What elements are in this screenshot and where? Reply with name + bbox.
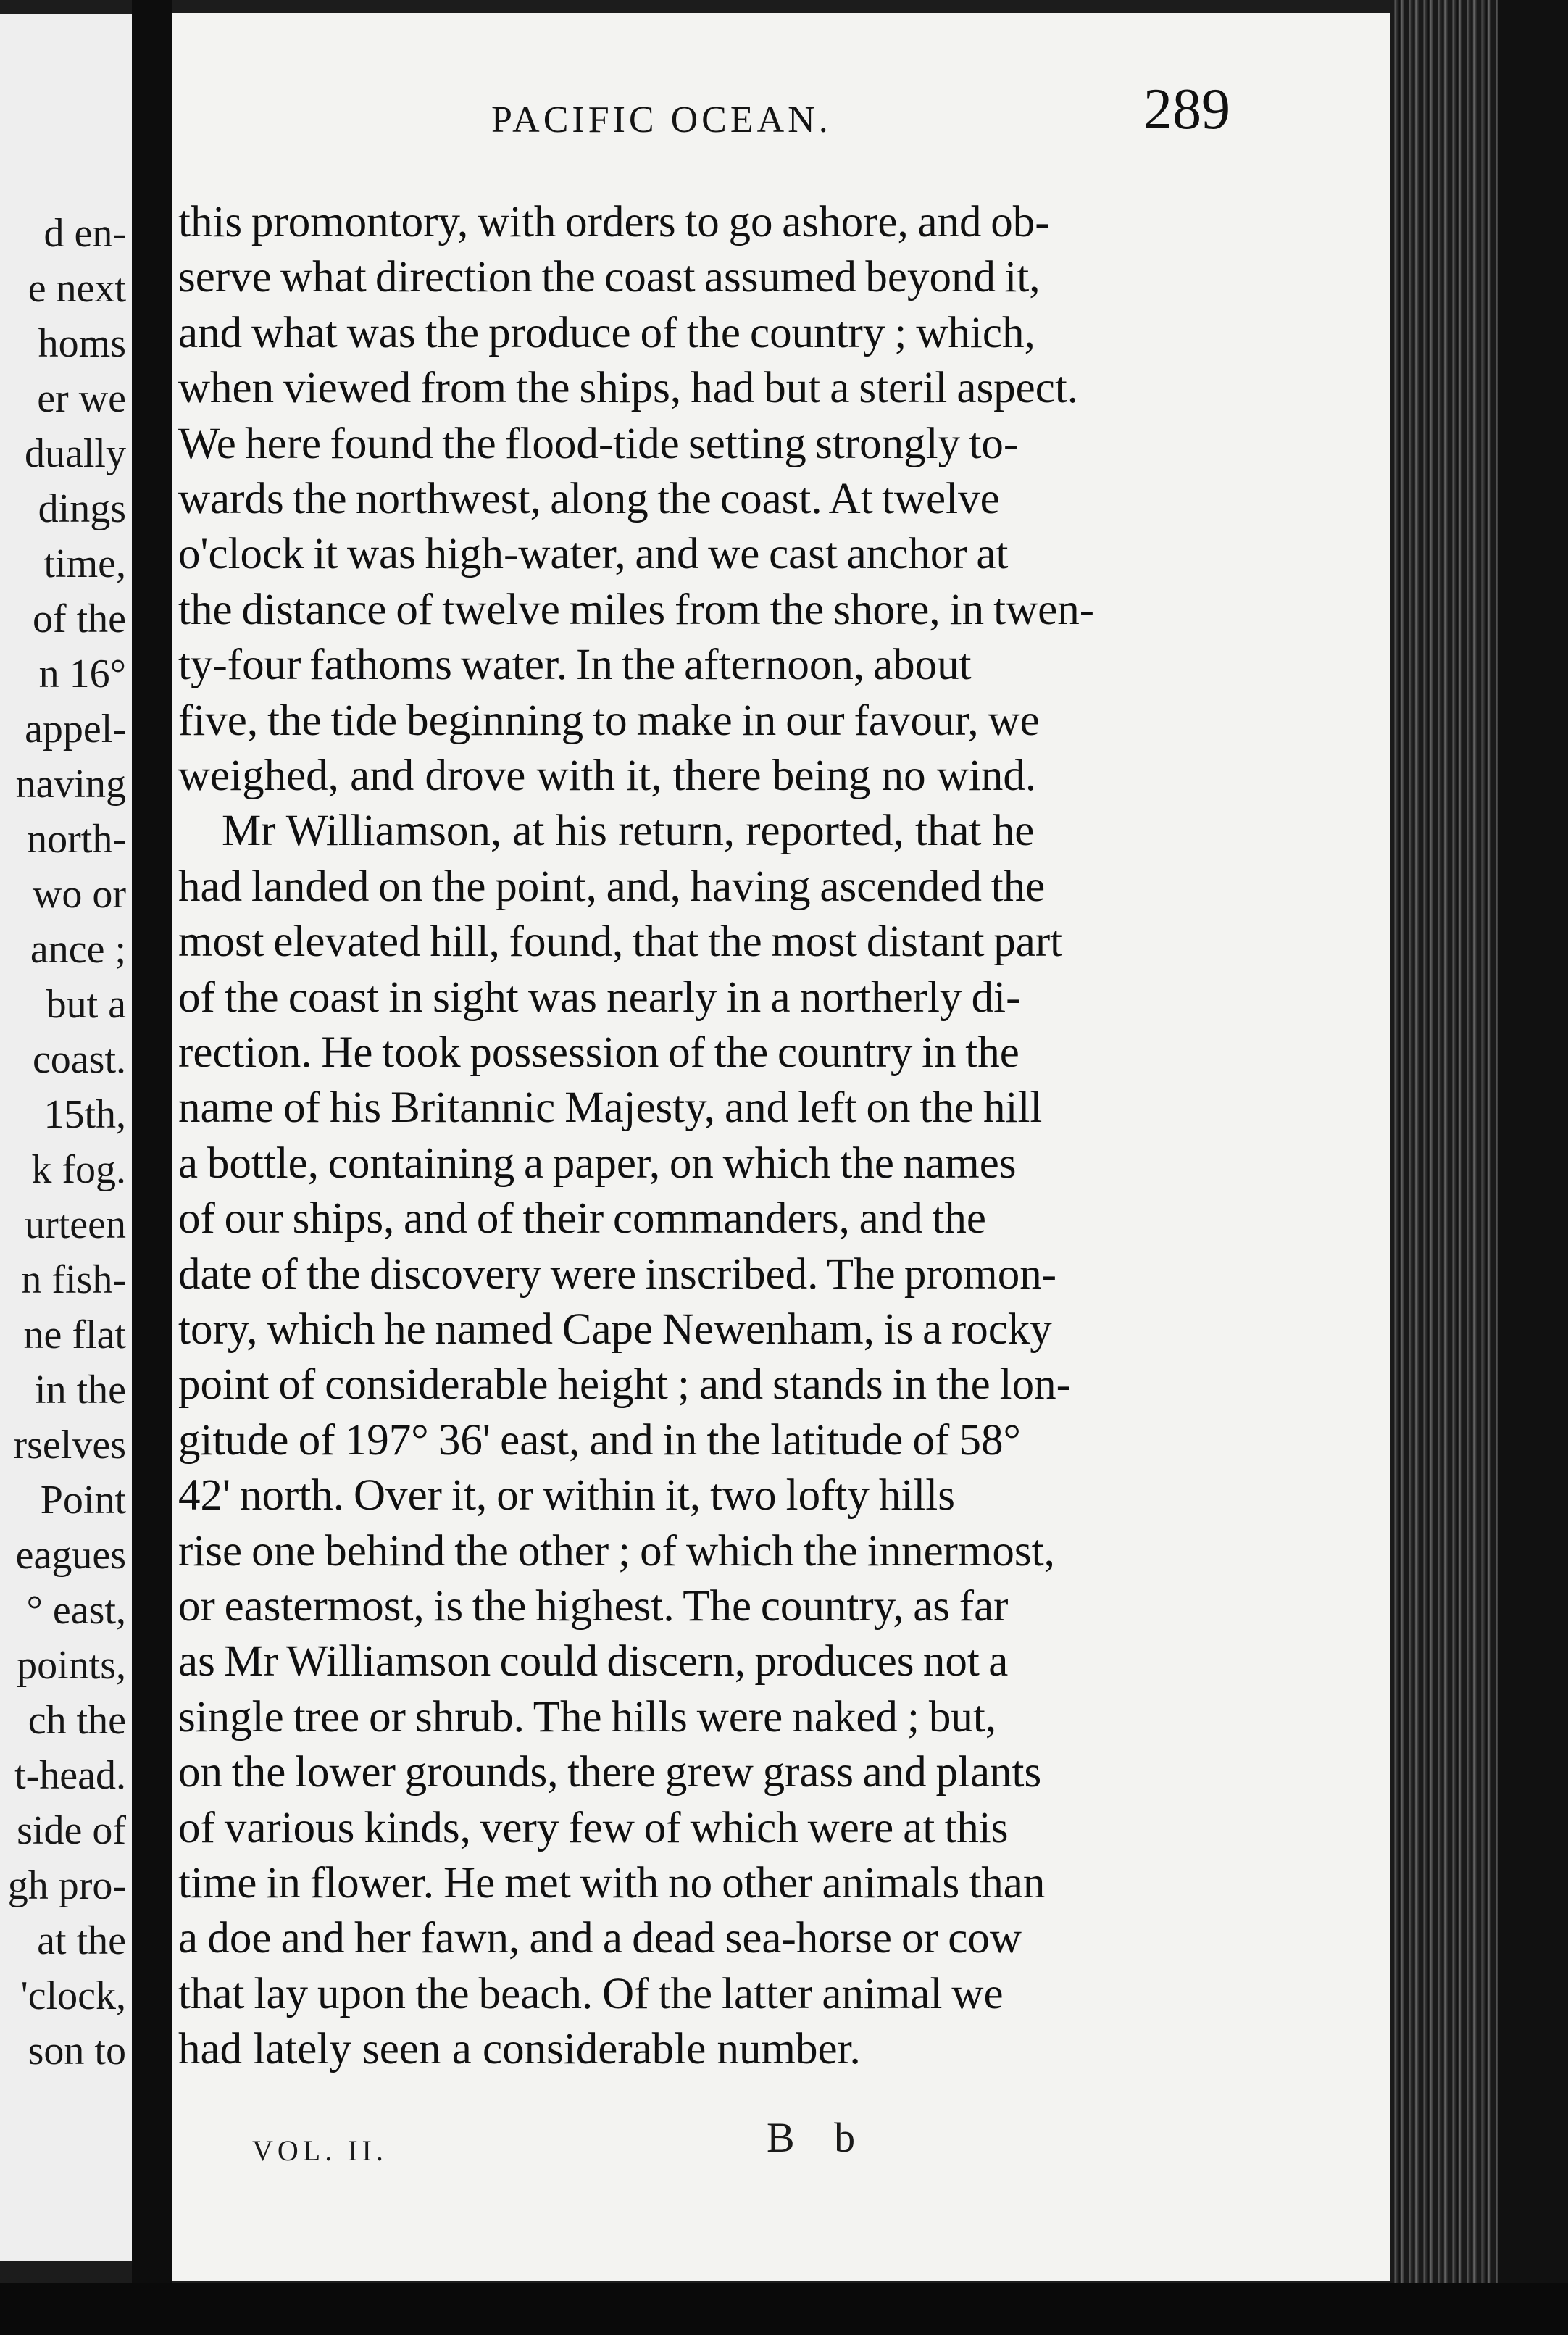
previous-page-line: appel- <box>25 707 126 752</box>
text-line: time in flower. He met with no other animals than <box>178 1859 1046 1907</box>
previous-page-line: d en- <box>43 211 126 256</box>
previous-page-line: dings <box>38 486 126 531</box>
previous-page-line: in the <box>35 1368 126 1412</box>
text-line: that lay upon the beach. Of the latter animal we <box>178 1969 1004 2018</box>
text-line: five, the tide beginning to make in our favour, we <box>178 696 1040 745</box>
previous-page-line: son to <box>28 2028 126 2073</box>
book-page <box>172 13 1390 2281</box>
text-line: o'clock it was high-water, and we cast anchor at <box>178 530 1009 579</box>
text-line: had lately seen a considerable number. <box>178 2025 861 2074</box>
text-line: serve what direction the coast assumed beyond it, <box>178 253 1041 302</box>
previous-page-line: n fish- <box>21 1257 126 1302</box>
previous-page-line: ance ; <box>30 927 126 972</box>
text-line: rise one behind the other ; of which the innermost, <box>178 1526 1055 1576</box>
text-line: wards the northwest, along the coast. At twelve <box>178 475 1000 523</box>
text-line: and what was the produce of the country ; which, <box>178 308 1035 357</box>
previous-page-line: n 16° <box>38 652 126 696</box>
previous-page-line: but a <box>46 982 126 1027</box>
text-line: of various kinds, very few of which were at this <box>178 1803 1009 1852</box>
previous-page-line: at the <box>37 1918 126 1963</box>
text-line: rection. He took possession of the country in the <box>178 1028 1019 1077</box>
text-line: of our ships, and of their commanders, and the <box>178 1194 986 1244</box>
text-line: as Mr Williamson could discern, produces not a <box>178 1637 1009 1686</box>
text-line: when viewed from the ships, had but a steril aspect. <box>178 364 1079 413</box>
text-line: name of his Britannic Majesty, and left on the hill <box>178 1083 1043 1133</box>
previous-page-fragment <box>0 14 132 2261</box>
text-line: this promontory, with orders to go ashore, and ob- <box>178 198 1050 246</box>
signature-mark: B b <box>767 2114 870 2161</box>
previous-page-line: Point <box>40 1478 126 1523</box>
previous-page-line: of the <box>32 596 126 641</box>
running-head: PACIFIC OCEAN. <box>491 99 832 141</box>
text-line: the distance of twelve miles from the shore, in twen- <box>178 585 1095 634</box>
text-line: most elevated hill, found, that the most distant part <box>178 917 1063 967</box>
previous-page-line: time, <box>43 541 126 586</box>
previous-page-line: rselves <box>13 1423 126 1468</box>
previous-page-line: naving <box>15 762 126 807</box>
text-line: 42' north. Over it, or within it, two lofty hills <box>178 1471 955 1520</box>
previous-page-line: homs <box>38 321 126 366</box>
text-line: single tree or shrub. The hills were naked ; but, <box>178 1692 997 1741</box>
text-line: point of considerable height ; and stands in the lon- <box>178 1360 1071 1410</box>
text-line: a bottle, containing a paper, on which the names <box>178 1139 1017 1188</box>
previous-page-line: eagues <box>15 1533 126 1578</box>
previous-page-line: 'clock, <box>20 1973 126 2018</box>
text-line: or eastermost, is the highest. The country, as far <box>178 1582 1009 1631</box>
book-gutter <box>132 0 172 2335</box>
previous-page-line: coast. <box>32 1037 126 1082</box>
previous-page-line: t-head. <box>14 1753 126 1798</box>
previous-page-line: urteen <box>25 1202 126 1247</box>
page-number: 289 <box>1143 78 1230 141</box>
page-edges <box>1390 0 1568 2335</box>
previous-page-line: ne flat <box>23 1312 126 1357</box>
text-line: weighed, and drove with it, there being no wind. <box>178 752 1037 800</box>
previous-page-line: ° east, <box>26 1588 126 1633</box>
previous-page-line: side of <box>17 1808 126 1853</box>
previous-page-line: er we <box>37 376 126 421</box>
previous-page-line: gh pro- <box>7 1863 126 1908</box>
text-line: a doe and her fawn, and a dead sea-horse or cow <box>178 1914 1022 1963</box>
text-line: We here found the flood-tide setting strongly to- <box>178 419 1019 468</box>
text-line: date of the discovery were inscribed. The promon- <box>178 1249 1057 1299</box>
text-line: had landed on the point, and, having ascended the <box>178 862 1046 911</box>
text-line: ty-four fathoms water. In the afternoon, about <box>178 641 972 690</box>
scan-bottom-border <box>0 2283 1568 2335</box>
text-line: on the lower grounds, there grew grass and plants <box>178 1748 1042 1797</box>
volume-mark: VOL. II. <box>252 2134 388 2167</box>
previous-page-line: ch the <box>28 1698 126 1743</box>
text-line: Mr Williamson, at his return, reported, that he <box>222 807 1035 856</box>
previous-page-line: k fog. <box>31 1147 126 1192</box>
text-line: tory, which he named Cape Newenham, is a rocky <box>178 1305 1052 1354</box>
text-line: gitude of 197° 36' east, and in the latitude of 58° <box>178 1415 1021 1465</box>
previous-page-line: north- <box>27 817 126 862</box>
previous-page-line: e next <box>28 266 126 311</box>
previous-page-line: points, <box>17 1643 126 1688</box>
previous-page-line: 15th, <box>43 1092 126 1137</box>
previous-page-line: wo or <box>32 872 126 917</box>
text-line: of the coast in sight was nearly in a northerly di- <box>178 973 1021 1022</box>
previous-page-line: dually <box>25 431 126 476</box>
